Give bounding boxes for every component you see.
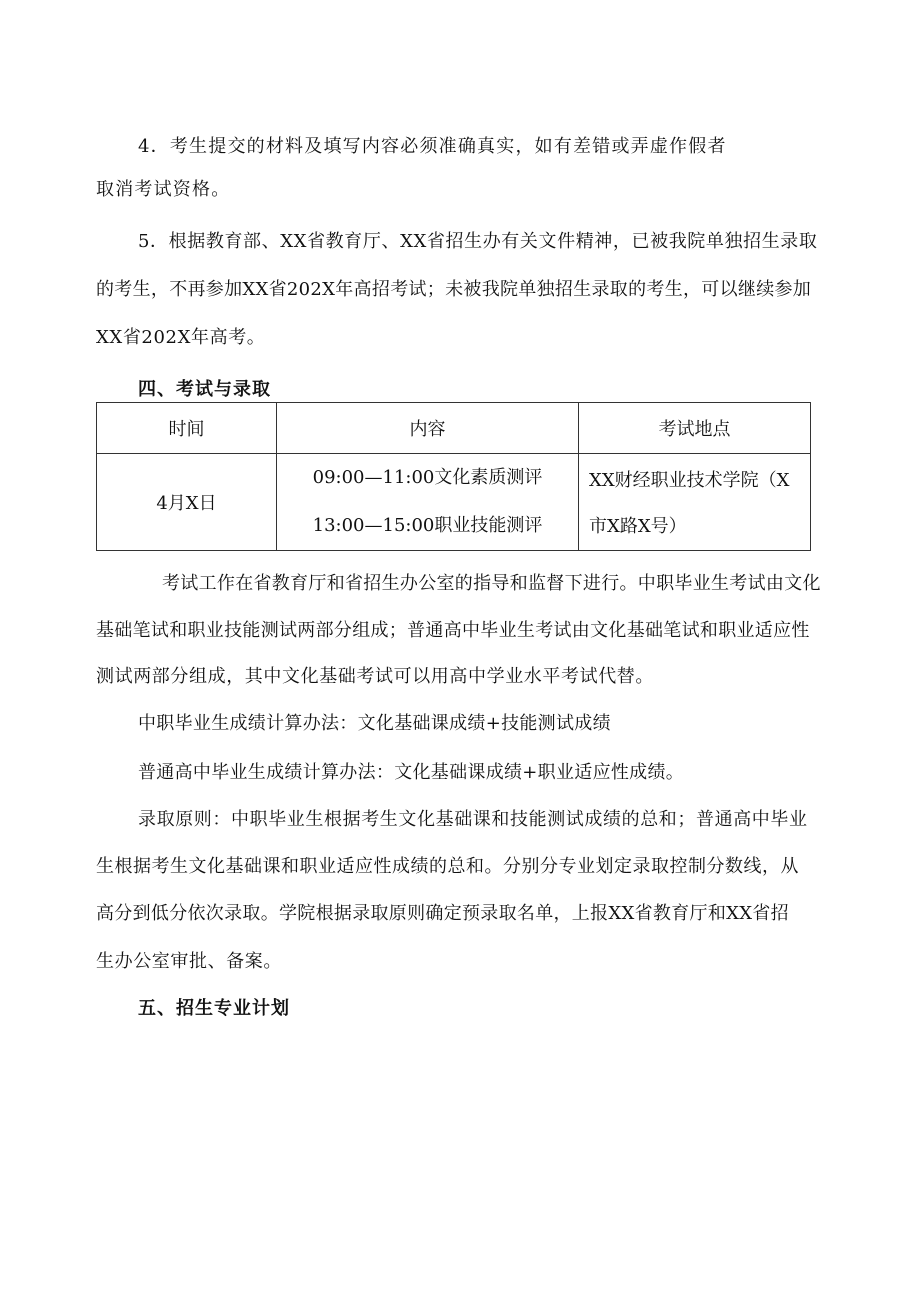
- table-header-row: [97, 403, 811, 454]
- section-4-body-line-1: 考试工作在省教育厅和省招生办公室的指导和监督下进行。中职毕业生考试由文化: [162, 573, 821, 594]
- cell-location: [579, 454, 811, 551]
- section-4-body-line-2: 基础笔试和职业技能测试两部分组成；普通高中毕业生考试由文化基础笔试和职业适应性: [96, 620, 810, 641]
- exam-location-line-2: 市X路X号）: [589, 516, 687, 537]
- section-4-body-line-4: 中职毕业生成绩计算办法：文化基础课成绩+技能测试成绩: [138, 713, 611, 734]
- exam-date: 4月X日: [156, 493, 217, 514]
- header-content: 内容: [277, 403, 579, 454]
- cell-date: [97, 454, 277, 551]
- header-time: 时间: [97, 403, 277, 454]
- section-5-heading: 五、招生专业计划: [138, 998, 290, 1019]
- cell-content: [277, 454, 579, 551]
- section-4-body-line-9: 生办公室审批、备案。: [96, 951, 282, 972]
- exam-session-2: 13:00—15:00职业技能测评: [312, 515, 543, 536]
- paragraph-4-line-2: 取消考试资格。: [96, 179, 231, 200]
- exam-schedule-table: [96, 402, 811, 551]
- exam-location-line-1: XX财经职业技术学院（X: [589, 470, 790, 491]
- section-4-body-line-8: 高分到低分依次录取。学院根据录取原则确定预录取名单，上报XX省教育厅和XX省招: [96, 903, 789, 924]
- section-4-heading: 四、考试与录取: [138, 379, 271, 400]
- paragraph-5-line-2: 的考生，不再参加XX省202X年高招考试；未被我院单独招生录取的考生，可以继续参加: [96, 279, 812, 300]
- section-4-body-line-3: 测试两部分组成，其中文化基础考试可以用高中学业水平考试代替。: [96, 666, 654, 687]
- paragraph-5-line-3: XX省202X年高考。: [96, 327, 266, 348]
- exam-session-1: 09:00—11:00文化素质测评: [312, 467, 543, 488]
- paragraph-4-line-1: 4．考生提交的材料及填写内容必须准确真实，如有差错或弄虚作假者: [138, 136, 727, 157]
- header-location: 考试地点: [579, 403, 811, 454]
- section-4-body-line-7: 生根据考生文化基础课和职业适应性成绩的总和。分别分专业划定录取控制分数线，从: [96, 856, 799, 877]
- table-row: [97, 454, 811, 551]
- section-4-body-line-6: 录取原则：中职毕业生根据考生文化基础课和技能测试成绩的总和；普通高中毕业: [138, 809, 808, 830]
- paragraph-5-line-1: 5．根据教育部、XX省教育厅、XX省招生办有关文件精神，已被我院单独招生录取: [138, 231, 818, 252]
- section-4-body-line-5: 普通高中毕业生成绩计算办法：文化基础课成绩+职业适应性成绩。: [138, 762, 685, 783]
